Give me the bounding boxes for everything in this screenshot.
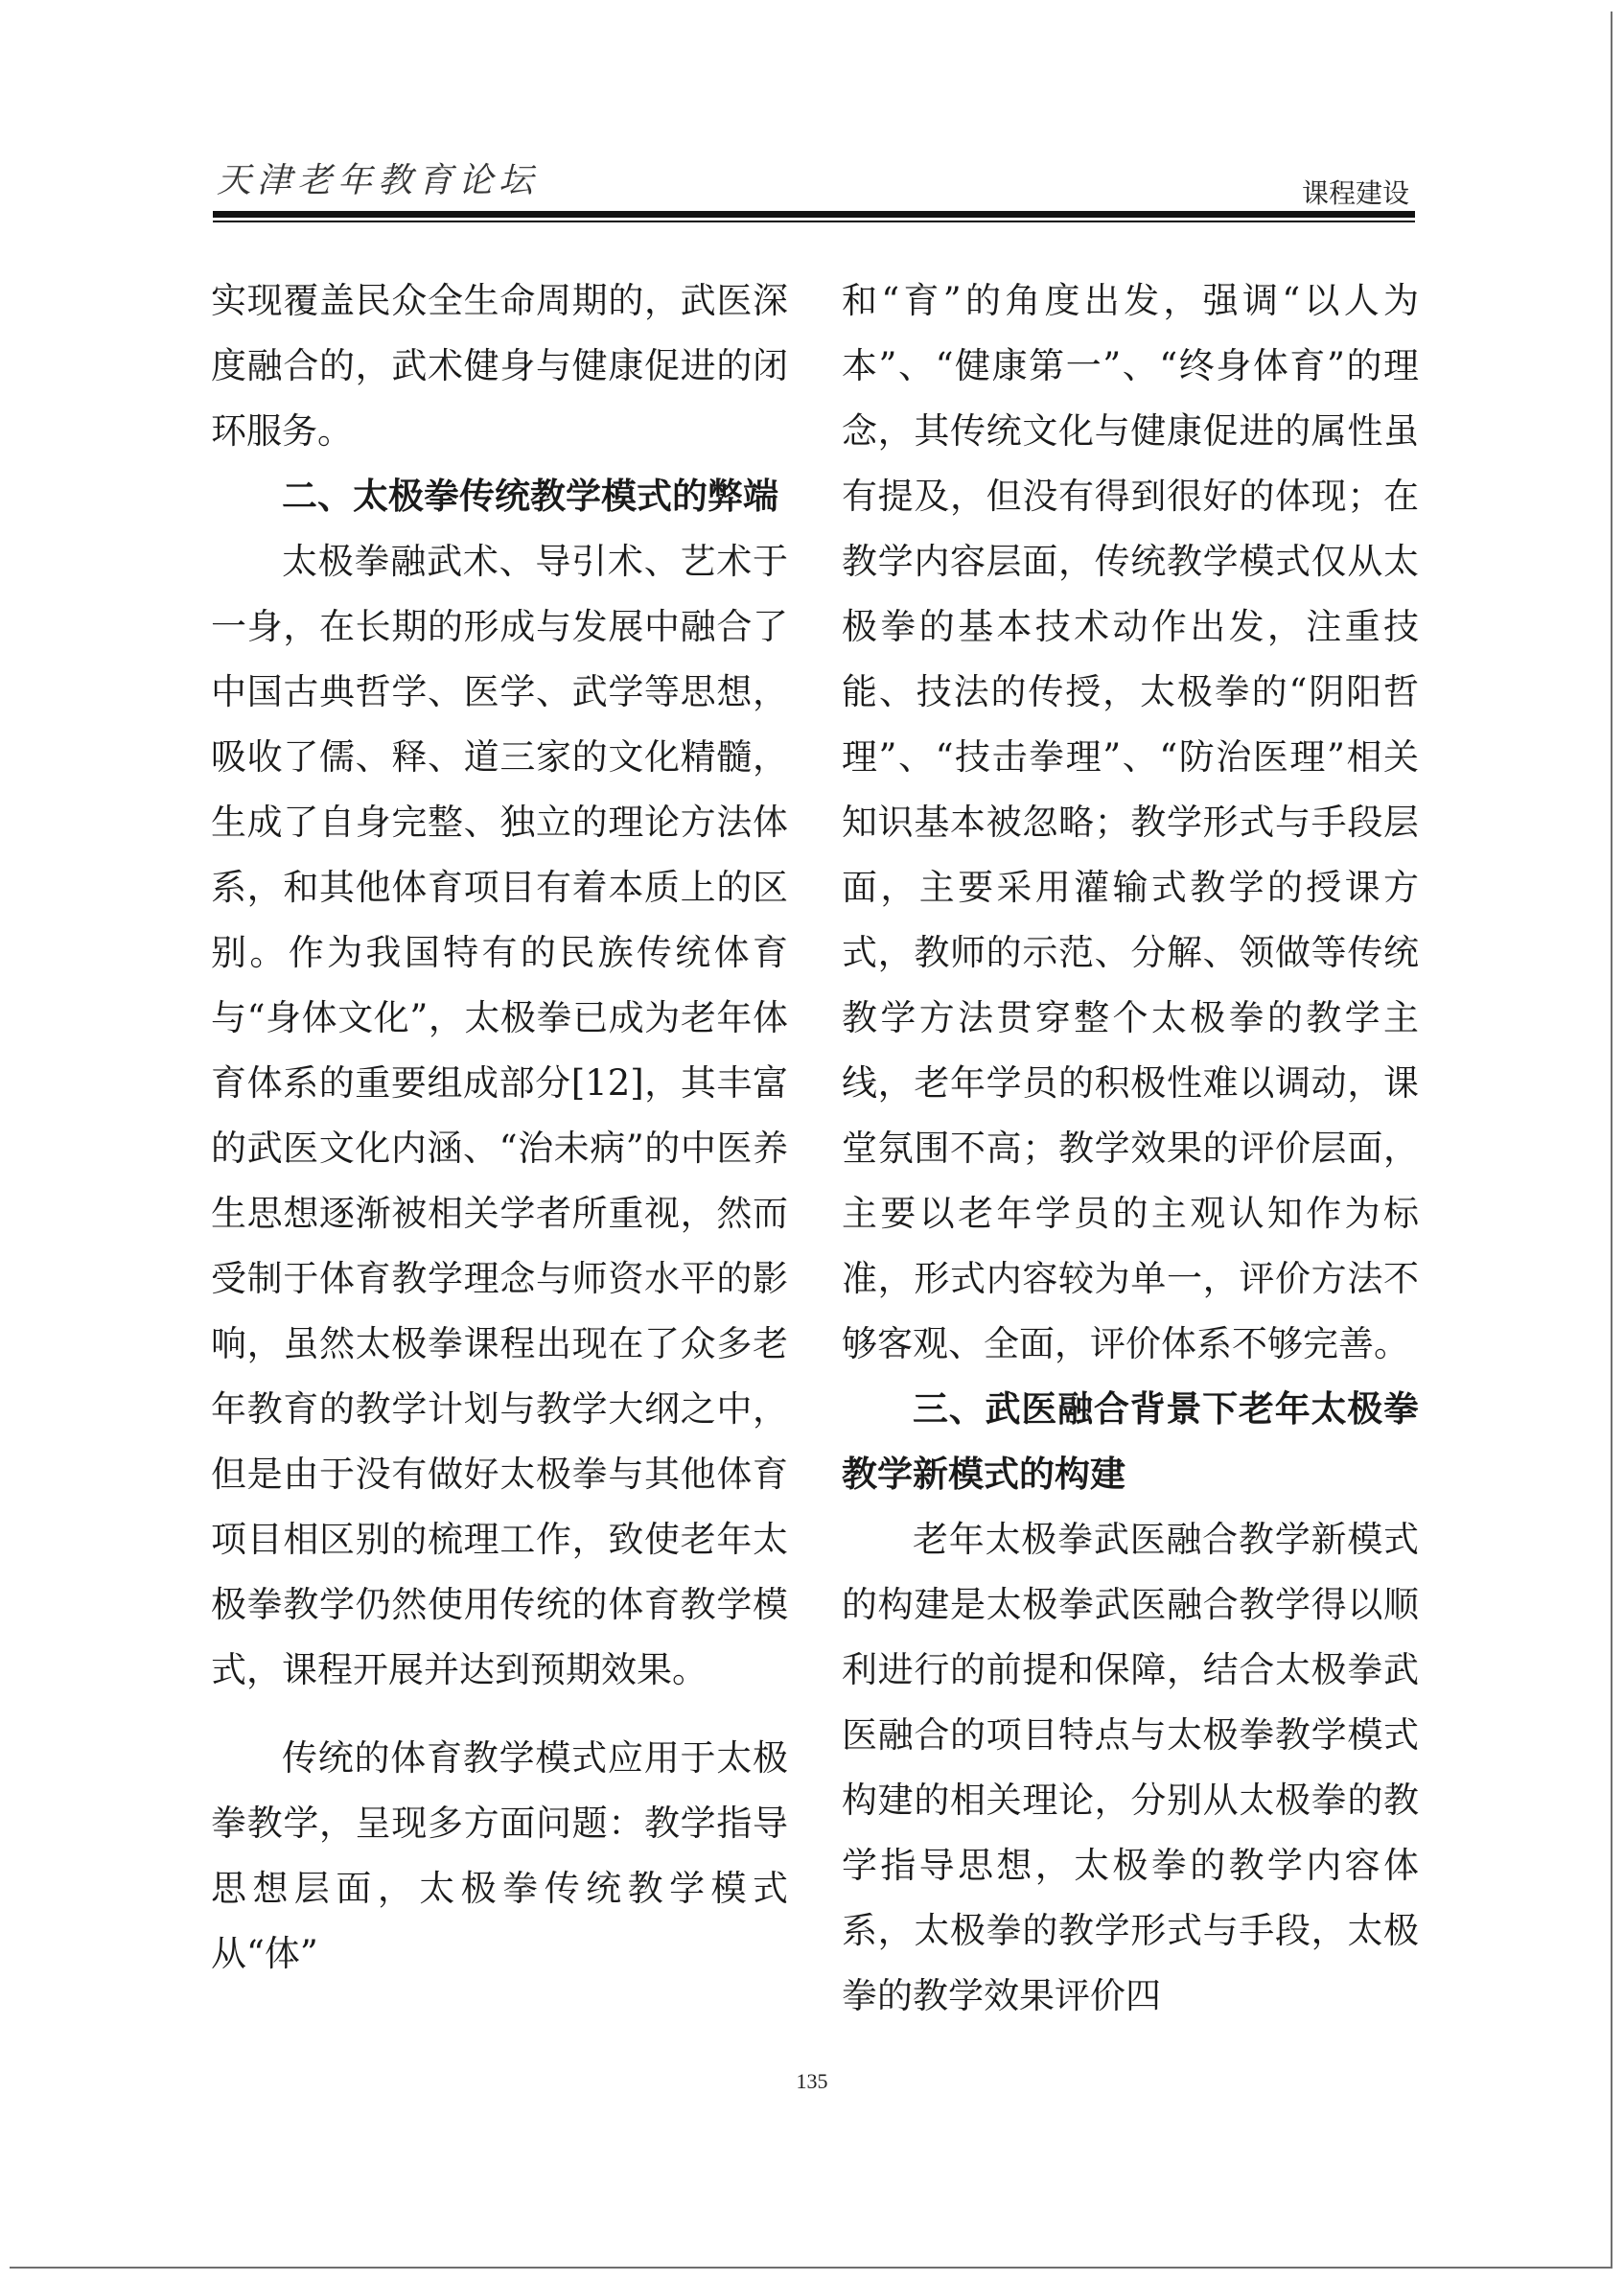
section-name: 课程建设 xyxy=(1301,177,1409,209)
left-column xyxy=(211,268,788,1987)
right-column xyxy=(842,268,1419,2029)
page-number: 135 xyxy=(796,2069,828,2093)
section-heading: 二、太极拳传统教学模式的弊端 xyxy=(282,476,778,517)
paragraph: 和“育”的角度出发，强调“以人为本”、“健康第一”、“终身体育”的理念，其传统文化与健康促进的属性虽有提及，但没有得到很好的体现；在教学内容层面，传统教学模式仅从太极拳的基本技术动作出发，注重技能、技法的传授，太极拳的“阴阳哲理”、“技击拳理”、“防治医理”相关知识基本被忽略；教学形式与手段层面，主要采用灌输式教学的授课方式，教师的示范、分解、领做等传统教学方法贯穿整个太极拳的教学主线，老年学员的积极性难以调动，课堂氛围不高；教学效果的评价层面，主要以老年学员的主观认知作为标准，形式内容较为单一，评价方法不够客观、全面，评价体系不够完善。 xyxy=(842,280,1419,1364)
journal-title: 天津老年教育论坛 xyxy=(217,161,540,200)
section-heading: 三、武医融合背景下老年太极拳教学新模式的构建 xyxy=(842,1388,1419,1495)
header-rule-thin xyxy=(213,221,1415,222)
paragraph: 太极拳融武术、导引术、艺术于一身，在长期的形成与发展中融合了中国古典哲学、医学、武学等思想，吸收了儒、释、道三家的文化精髓，生成了自身完整、独立的理论方法体系，和其他体育项目有着本质上的区别。作为我国特有的民族传统体育与“身体文化”，太极拳已成为老年体育体系的重要组成部分[12]，其丰富的武医文化内涵、“治未病”的中医养生思想逐渐被相关学者所重视，然而受制于体育教学理念与师资水平的影响，虽然太极拳课程出现在了众多老年教育的教学计划与教学大纲之中，但是由于没有做好太极拳与其他体育项目相区别的梳理工作，致使老年太极拳教学仍然使用传统的体育教学模式，课程开展并达到预期效果。 xyxy=(211,541,788,1690)
paragraph: 老年太极拳武医融合教学新模式的构建是太极拳武医融合教学得以顺利进行的前提和保障，结合太极拳武医融合的项目特点与太极拳教学模式构建的相关理论，分别从太极拳的教学指导思想，太极拳的教学内容体系，太极拳的教学形式与手段，太极拳的教学效果评价四 xyxy=(842,1519,1419,2016)
header-rule-thick xyxy=(213,211,1415,218)
paragraph: 传统的体育教学模式应用于太极拳教学，呈现多方面问题：教学指导思想层面，太极拳传统教学模式从“体” xyxy=(211,1737,788,1974)
paragraph: 实现覆盖民众全生命周期的，武医深度融合的，武术健身与健康促进的闭环服务。 xyxy=(211,280,788,452)
